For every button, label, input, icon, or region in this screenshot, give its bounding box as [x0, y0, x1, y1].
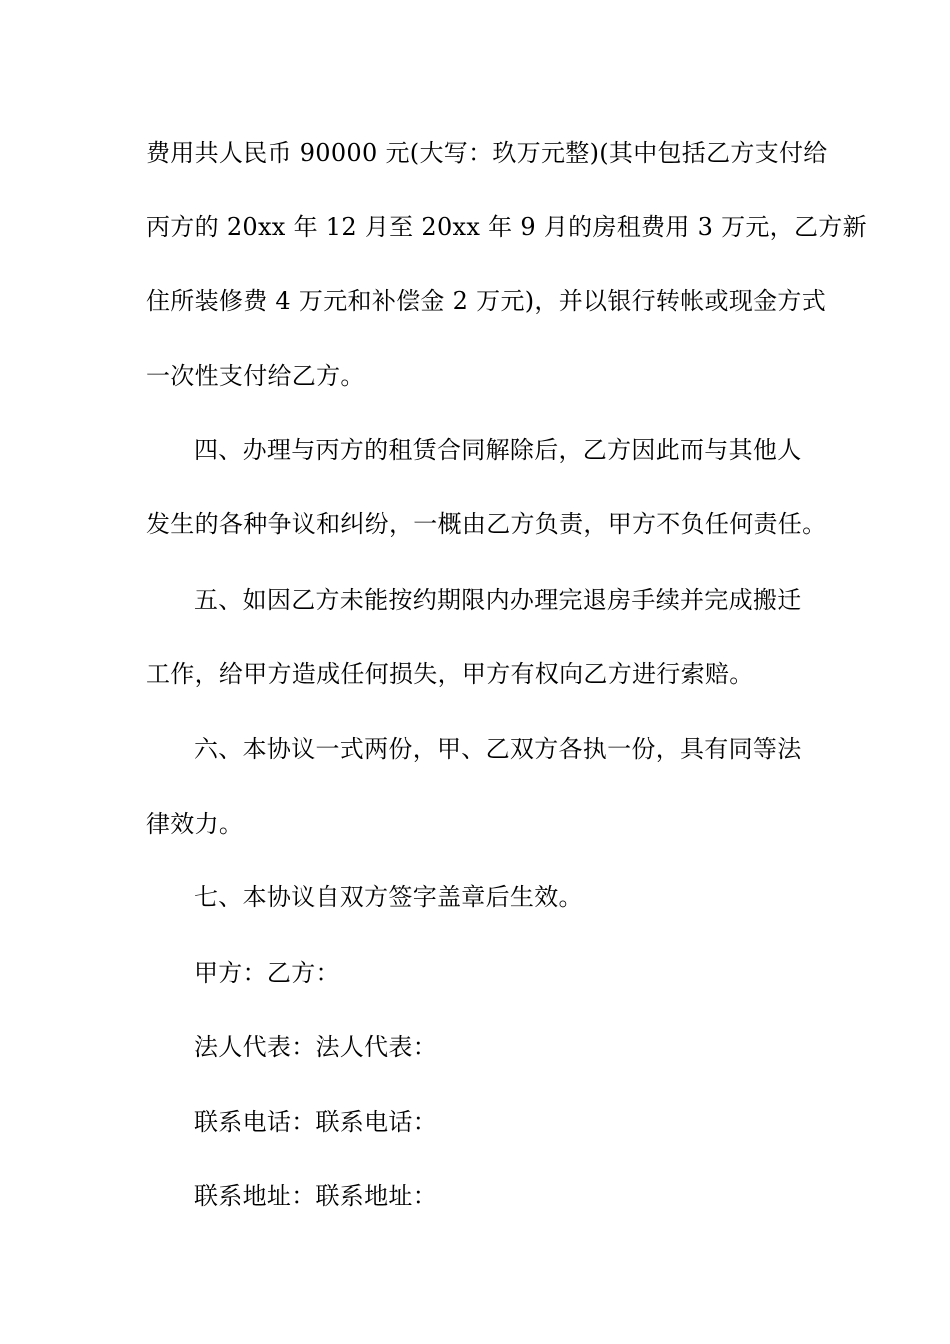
- clause-six-line-2: 律效力。: [146, 810, 244, 838]
- clause-five-line-1: 五、如因乙方未能按约期限内办理完退房手续并完成搬迁: [194, 586, 802, 614]
- clause-four-line-2: 发生的各种争议和纠纷，一概由乙方负责，甲方不负任何责任。: [146, 510, 827, 538]
- paragraph-line: 丙方的 20xx 年 12 月至 20xx 年 9 月的房租费用 3 万元，乙方新: [146, 213, 867, 241]
- signature-address: 联系地址：联系地址：: [194, 1182, 437, 1210]
- signature-phone: 联系电话：联系电话：: [194, 1108, 437, 1136]
- paragraph-line: 一次性支付给乙方。: [146, 362, 365, 390]
- paragraph-line: 住所装修费 4 万元和补偿金 2 万元)，并以银行转帐或现金方式: [146, 287, 827, 315]
- signature-legal-representative: 法人代表：法人代表：: [194, 1033, 437, 1061]
- clause-six-line-1: 六、本协议一式两份，甲、乙双方各执一份，具有同等法: [194, 735, 802, 763]
- signature-parties: 甲方：乙方：: [194, 959, 340, 987]
- clause-five-line-2: 工作，给甲方造成任何损失，甲方有权向乙方进行索赔。: [146, 660, 754, 688]
- paragraph-line: 费用共人民币 90000 元(大写：玖万元整)(其中包括乙方支付给: [146, 139, 828, 167]
- clause-seven: 七、本协议自双方签字盖章后生效。: [194, 883, 583, 911]
- clause-four-line-1: 四、办理与丙方的租赁合同解除后，乙方因此而与其他人: [194, 436, 802, 464]
